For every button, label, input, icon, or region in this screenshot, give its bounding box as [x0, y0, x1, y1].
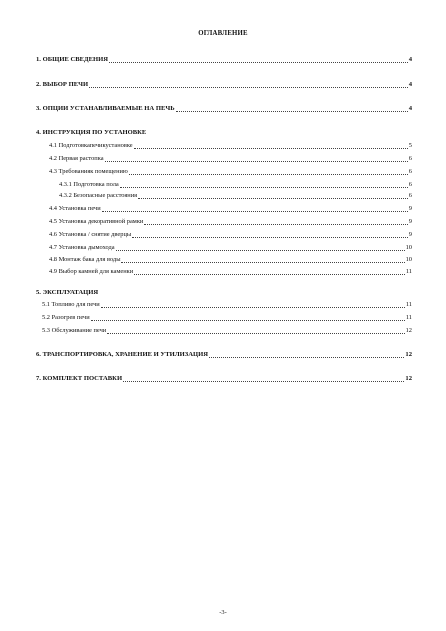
toc-entry-1[interactable] — [36, 56, 412, 64]
toc-entry-label: 4.3.2 Безопасные расстояния — [59, 192, 138, 199]
toc-entry-page: 4 — [408, 56, 412, 63]
toc-section-heading-4[interactable]: 4. ИНСТРУКЦИЯ ПО УСТАНОВКЕ — [36, 129, 147, 136]
toc-entry-page: 12 — [405, 375, 412, 382]
toc-entry-page: 10 — [405, 256, 412, 263]
toc-entry-page: 9 — [408, 205, 412, 212]
toc-entry-4-7[interactable] — [49, 244, 412, 252]
toc-entry-4-3[interactable] — [49, 168, 412, 176]
dot-leader — [107, 328, 404, 334]
toc-entry-label: 4.1 Подготовкапечикустановке — [49, 142, 133, 149]
dot-leader — [120, 182, 408, 188]
toc-entry-4-1[interactable] — [49, 142, 412, 150]
toc-entry-label: 4.4 Установка печи — [49, 205, 101, 212]
toc-entry-label: 5.2 Разогрев печи — [42, 314, 90, 321]
toc-entry-5-3[interactable] — [42, 327, 412, 335]
toc-entry-6[interactable] — [36, 351, 412, 359]
toc-entry-label: 4.5 Установка декоративной рамки — [49, 218, 144, 225]
toc-entry-label: 4.3 Требованияк помещению — [49, 168, 128, 175]
toc-entry-page: 11 — [405, 268, 412, 275]
dot-leader — [132, 232, 408, 238]
toc-entry-3[interactable] — [36, 105, 412, 113]
toc-section-heading-5[interactable]: 5. ЭКСПЛУАТАЦИЯ — [36, 289, 99, 296]
toc-entry-label: 4.7 Установка дымохода — [49, 244, 115, 251]
toc-entry-page: 10 — [405, 244, 412, 251]
toc-entry-label: 4.6 Установка / снятие дверцы — [49, 231, 132, 238]
toc-entry-label: 5.1 Топливо для печи — [42, 301, 100, 308]
toc-entry-4-5[interactable] — [49, 218, 412, 226]
toc-entry-4-6[interactable] — [49, 231, 412, 239]
toc-entry-page: 12 — [405, 327, 412, 334]
toc-entry-5-1[interactable] — [42, 301, 412, 309]
page-number: -3- — [219, 609, 227, 616]
toc-entry-page: 11 — [405, 301, 412, 308]
toc-entry-label: 2. ВЫБОР ПЕЧИ — [36, 81, 89, 88]
toc-entry-page: 6 — [408, 181, 412, 188]
dot-leader — [89, 82, 408, 88]
toc-entry-page: 4 — [408, 81, 412, 88]
toc-entry-page: 6 — [408, 168, 412, 175]
dot-leader — [91, 315, 405, 321]
toc-entry-label: 6. ТРАНСПОРТИРОВКА, ХРАНЕНИЕ И УТИЛИЗАЦИЯ — [36, 351, 209, 358]
toc-entry-4-9[interactable] — [49, 268, 412, 276]
toc-entry-page: 5 — [408, 142, 412, 149]
dot-leader — [105, 156, 408, 162]
toc-entry-label: 1. ОБЩИЕ СВЕДЕНИЯ — [36, 56, 109, 63]
page-title: ОГЛАВЛЕНИЕ — [198, 30, 248, 37]
toc-entry-4-3-1[interactable] — [59, 181, 412, 189]
toc-entry-page: 12 — [405, 351, 412, 358]
toc-entry-label: 5.3 Обслуживание печи — [42, 327, 107, 334]
dot-leader — [101, 302, 405, 308]
toc-entry-page: 11 — [405, 314, 412, 321]
dot-leader — [134, 269, 405, 275]
toc-entry-7[interactable] — [36, 375, 412, 383]
toc-entry-4-8[interactable] — [49, 256, 412, 264]
dot-leader — [144, 219, 407, 225]
toc-entry-page: 4 — [408, 105, 412, 112]
toc-entry-label: 7. КОМПЛЕКТ ПОСТАВКИ — [36, 375, 123, 382]
toc-entry-5-2[interactable] — [42, 314, 412, 322]
dot-leader — [138, 193, 408, 199]
dot-leader — [176, 106, 408, 112]
toc-entry-label: 4.8 Монтаж бака для воды — [49, 256, 121, 263]
toc-entry-page: 9 — [408, 218, 412, 225]
toc-entry-label: 3. ОПЦИИ УСТАНАВЛИВАЕМЫЕ НА ПЕЧЬ — [36, 105, 175, 112]
dot-leader — [121, 257, 404, 263]
toc-entry-4-3-2[interactable] — [59, 192, 412, 200]
dot-leader — [102, 206, 408, 212]
toc-entry-label: 4.2 Первая растопка — [49, 155, 104, 162]
dot-leader — [123, 376, 404, 382]
dot-leader — [116, 245, 405, 251]
toc-entry-page: 6 — [408, 155, 412, 162]
toc-entry-4-2[interactable] — [49, 155, 412, 163]
toc-entry-page: 6 — [408, 192, 412, 199]
toc-entry-4-4[interactable] — [49, 205, 412, 213]
toc-entry-label: 4.3.1 Подготовка пола — [59, 181, 119, 188]
toc-entry-2[interactable] — [36, 81, 412, 89]
dot-leader — [129, 169, 408, 175]
dot-leader — [209, 352, 404, 358]
dot-leader — [134, 143, 408, 149]
toc-entry-page: 9 — [408, 231, 412, 238]
dot-leader — [109, 57, 408, 63]
toc-entry-label: 4.9 Выбор камней для каменки — [49, 268, 134, 275]
